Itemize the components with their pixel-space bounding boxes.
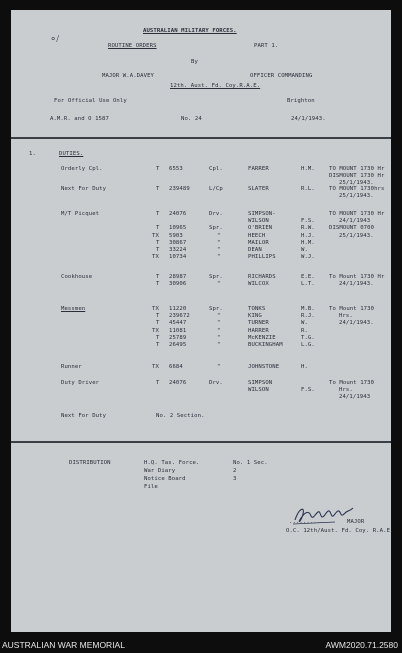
footer-accession: AWM2020.71.2580 bbox=[325, 640, 398, 650]
mount-note: 24/1/1943. bbox=[339, 281, 374, 288]
soldier-surname: SIMPSON bbox=[248, 380, 273, 386]
mount-note: Hrs. bbox=[339, 387, 353, 394]
soldier-initials: E.E. bbox=[301, 274, 315, 280]
rank: Spr. bbox=[209, 274, 223, 280]
service-number: 26495 bbox=[169, 342, 187, 348]
soldier-initials: L.T. bbox=[301, 281, 315, 288]
service-number: 45447 bbox=[169, 320, 187, 327]
rank: Cpl. bbox=[209, 166, 223, 172]
distribution-recipient: File bbox=[144, 484, 158, 490]
service-number: 28987 bbox=[169, 274, 187, 280]
soldier-initials: R.L. bbox=[301, 186, 315, 192]
distribution-copies: No. 1 Sec. bbox=[233, 460, 268, 466]
soldier-initials: T.G. bbox=[301, 334, 315, 341]
rank: " bbox=[217, 364, 221, 370]
rank: " bbox=[217, 313, 221, 320]
service-prefix: T bbox=[156, 334, 160, 341]
duty-role-label: Next For Duty bbox=[61, 186, 107, 192]
mount-note: DISMOUNT 1730 Hr bbox=[329, 173, 385, 180]
service-prefix: TX bbox=[152, 306, 159, 312]
mount-note: 24/1/1943 bbox=[339, 218, 371, 225]
soldier-surname: WILCOX bbox=[248, 281, 269, 288]
service-prefix: T bbox=[156, 166, 160, 172]
service-number: 6684 bbox=[169, 364, 183, 370]
soldier-initials: W.J. bbox=[301, 254, 315, 261]
service-number: 11220 bbox=[169, 306, 187, 312]
soldier-initials: W. bbox=[301, 320, 308, 327]
location: Brighton bbox=[287, 98, 315, 104]
section-number: 1. bbox=[29, 151, 36, 157]
footer-source: AUSTRALIAN WAR MEMORIAL bbox=[2, 640, 125, 650]
distribution-recipient: H.Q. Tas. Force. bbox=[144, 460, 200, 466]
mount-note: TO MOUNT 1730 Hr bbox=[329, 166, 385, 172]
soldier-surname: KING bbox=[248, 313, 262, 320]
soldier-surname: SIMPSON- bbox=[248, 211, 276, 217]
mount-note: 24/1/1943. bbox=[339, 320, 374, 327]
signature-rank: MAJOR bbox=[347, 519, 365, 525]
soldier-initials: L.G. bbox=[301, 342, 315, 348]
officer-role: OFFICER COMMANDING bbox=[250, 73, 313, 79]
duty-role-label: Messmen bbox=[61, 306, 86, 312]
service-prefix: T bbox=[156, 342, 160, 348]
document-title: AUSTRALIAN MILITARY FORCES. bbox=[143, 28, 237, 34]
soldier-initials: H.M. bbox=[301, 166, 315, 172]
soldier-initials: R. bbox=[301, 327, 308, 334]
soldier-surname: HARRER bbox=[248, 327, 269, 334]
mount-note: 24/1/1943 bbox=[339, 394, 371, 401]
divider-bottom bbox=[11, 441, 391, 443]
rank: Spr. bbox=[209, 225, 223, 232]
mount-note: To Mount 1730 bbox=[329, 306, 375, 312]
soldier-initials: R.W. bbox=[301, 225, 315, 232]
service-prefix: T bbox=[156, 313, 160, 320]
mount-note: 25/1/1943. bbox=[339, 193, 374, 200]
soldier-initials: H.J. bbox=[301, 232, 315, 239]
rank: " bbox=[217, 247, 221, 253]
soldier-surname: TONKS bbox=[248, 306, 266, 312]
soldier-surname: WILSON bbox=[248, 218, 269, 225]
signature-line: O.C. 12th/Aust. Fd. Coy. R.A.E. bbox=[286, 528, 394, 534]
service-number: 30906 bbox=[169, 281, 187, 288]
duty-role-label: Cookhouse bbox=[61, 274, 93, 280]
service-number: 239672 bbox=[169, 313, 190, 320]
soldier-surname: TURNER bbox=[248, 320, 269, 327]
mount-note: 25/1/1943. bbox=[339, 232, 374, 239]
distribution-recipient: War Diary bbox=[144, 468, 176, 474]
soldier-initials: M.B. bbox=[301, 306, 315, 312]
pencil-mark-icon: ∘/ bbox=[50, 34, 60, 45]
duty-role-label: Duty Driver bbox=[61, 380, 100, 386]
service-prefix: T bbox=[156, 320, 160, 327]
next-duty-label: Next For Duty bbox=[61, 413, 107, 419]
mount-note: TO MOUNT 1730hrs bbox=[329, 186, 385, 192]
service-number: 24076 bbox=[169, 211, 187, 217]
routine-orders-label: ROUTINE ORDERS bbox=[108, 43, 157, 49]
service-prefix: T bbox=[156, 186, 160, 192]
mount-note: Hrs. bbox=[339, 313, 353, 320]
unit-name: 12th. Aust. Fd. Coy.R.A.E. bbox=[170, 83, 261, 89]
mount-note: To Mount 1730 bbox=[329, 380, 375, 386]
service-number: 33224 bbox=[169, 247, 187, 253]
service-prefix: T bbox=[156, 274, 160, 280]
service-number: 239489 bbox=[169, 186, 190, 192]
service-prefix: T bbox=[156, 211, 160, 217]
soldier-surname: FARRER bbox=[248, 166, 269, 172]
service-number: 30867 bbox=[169, 239, 187, 246]
rank: " bbox=[217, 232, 221, 239]
service-prefix: T bbox=[156, 239, 160, 246]
service-prefix: T bbox=[156, 225, 160, 232]
mount-note: DISMOUNT 0700 bbox=[329, 225, 375, 232]
rank: " bbox=[217, 239, 221, 246]
distribution-recipient: Notice Board bbox=[144, 476, 186, 482]
document-page bbox=[11, 10, 394, 632]
service-number: 10965 bbox=[169, 225, 187, 232]
service-number: 6553 bbox=[169, 166, 183, 172]
rank: Drv. bbox=[209, 211, 223, 217]
rank: Spr. bbox=[209, 306, 223, 312]
soldier-initials: H.M. bbox=[301, 239, 315, 246]
service-number: 11081 bbox=[169, 327, 187, 334]
soldier-surname: O'BRIEN bbox=[248, 225, 273, 232]
soldier-surname: DEAN bbox=[248, 247, 262, 253]
next-duty-value: No. 2 Section. bbox=[156, 413, 205, 419]
rank: Drv. bbox=[209, 380, 223, 386]
service-prefix: T bbox=[156, 380, 160, 386]
signature-dots: .......... bbox=[289, 519, 324, 525]
soldier-initials: F.S. bbox=[301, 387, 315, 394]
rank: " bbox=[217, 320, 221, 327]
rank: " bbox=[217, 281, 221, 288]
by-label: By bbox=[191, 59, 198, 65]
soldier-initials: W. bbox=[301, 247, 308, 253]
rank: " bbox=[217, 327, 221, 334]
distribution-copies: 3 bbox=[233, 476, 237, 482]
service-prefix: T bbox=[156, 247, 160, 253]
order-date: 24/1/1943. bbox=[291, 116, 326, 122]
soldier-surname: JOHNSTONE bbox=[248, 364, 280, 370]
soldier-surname: SLATER bbox=[248, 186, 269, 192]
soldier-surname: PHILLIPS bbox=[248, 254, 276, 261]
service-prefix: TX bbox=[152, 254, 159, 261]
soldier-surname: McKENZIE bbox=[248, 334, 276, 341]
soldier-initials: F.S. bbox=[301, 218, 315, 225]
service-number: 25789 bbox=[169, 334, 187, 341]
service-prefix: TX bbox=[152, 327, 159, 334]
distribution-label: DISTRIBUTION bbox=[69, 460, 111, 466]
duty-role-label: Runner bbox=[61, 364, 82, 370]
service-prefix: TX bbox=[152, 232, 159, 239]
rank: L/Cp bbox=[209, 186, 223, 192]
reference: A.M.R. and O 1587 bbox=[50, 116, 109, 122]
mount-note: 25/1/1943. bbox=[339, 180, 374, 187]
soldier-surname: HEECH bbox=[248, 232, 266, 239]
duty-role-label: M/T Picquet bbox=[61, 211, 100, 217]
part-label: PART 1. bbox=[254, 43, 279, 49]
service-number: 24076 bbox=[169, 380, 187, 386]
officer-name: MAJOR W.A.DAVEY bbox=[102, 73, 155, 79]
soldier-surname: WILSON bbox=[248, 387, 269, 394]
soldier-initials: R.J. bbox=[301, 313, 315, 320]
service-prefix: TX bbox=[152, 364, 159, 370]
service-prefix: T bbox=[156, 281, 160, 288]
mount-note: To Mount 1730 Hr bbox=[329, 274, 385, 280]
service-number: 5903 bbox=[169, 232, 183, 239]
order-number: No. 24 bbox=[181, 116, 202, 122]
distribution-copies: 2 bbox=[233, 468, 237, 474]
service-number: 10734 bbox=[169, 254, 187, 261]
rank: " bbox=[217, 254, 221, 261]
official-use-label: For Official Use Only bbox=[54, 98, 127, 104]
duty-role-label: Orderly Cpl. bbox=[61, 166, 103, 172]
divider-top bbox=[11, 137, 391, 139]
section-title: DUTIES. bbox=[59, 151, 84, 157]
rank: " bbox=[217, 342, 221, 348]
rank: " bbox=[217, 334, 221, 341]
soldier-surname: BUCKINGHAM bbox=[248, 342, 283, 348]
soldier-surname: RICHARDS bbox=[248, 274, 276, 280]
mount-note: TO MOUNT 1730 Hr bbox=[329, 211, 385, 217]
soldier-initials: H. bbox=[301, 364, 308, 370]
soldier-surname: MAILOR bbox=[248, 239, 269, 246]
